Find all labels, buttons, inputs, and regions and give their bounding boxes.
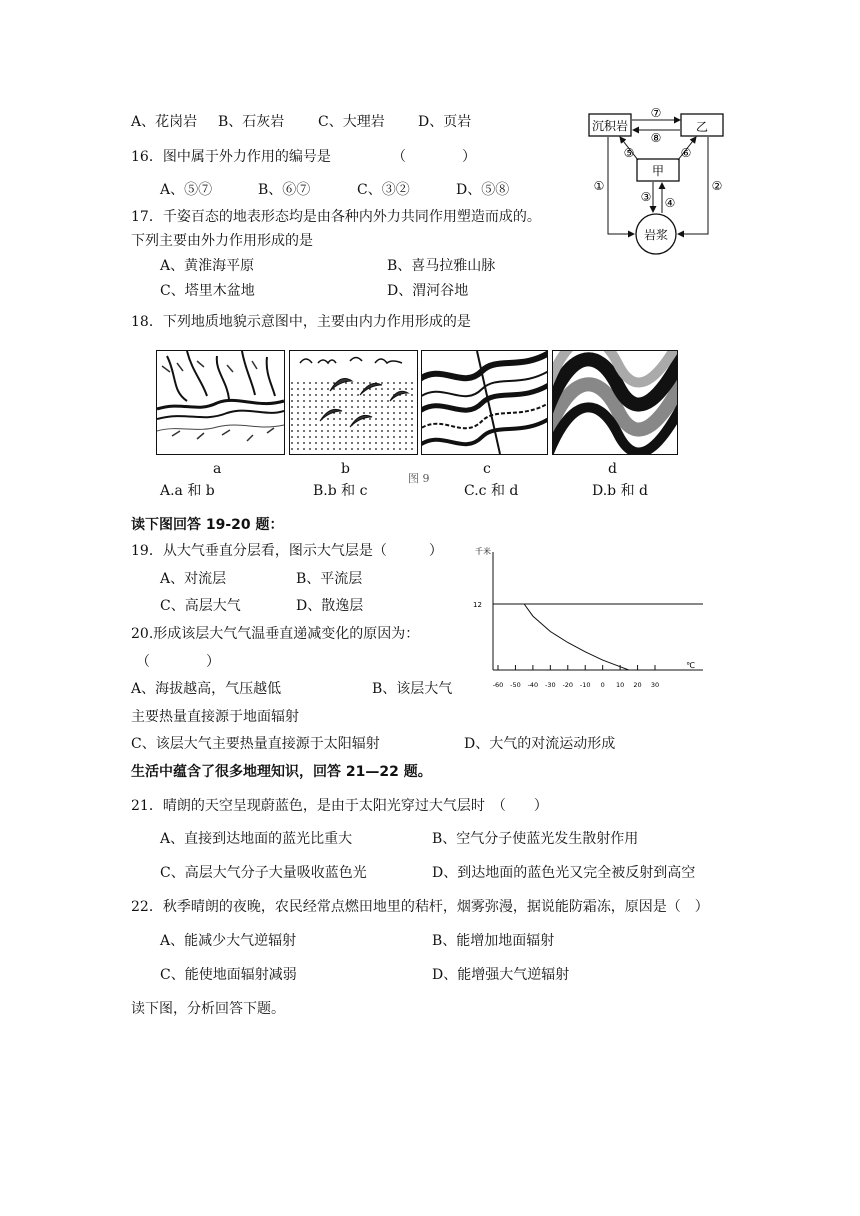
chart-x-tick-label: -60 [492,681,504,689]
chart-x-tick-label: 20 [633,681,642,689]
chart-x-tick-label: 30 [650,681,660,689]
chart-x-tick-label: -10 [579,681,591,689]
q22-option-a: A、能减少大气逆辐射 [160,933,297,949]
q20-option-d: D、大气的对流运动形成 [464,736,616,752]
q17-option-b: B、喜马拉雅山脉 [387,258,496,274]
section-heading-21-22: 生活中蕴含了很多地理知识，回答 21—22 题。 [131,764,432,780]
svg-text:④: ④ [664,196,676,210]
q17-option-c: C、塔里木盆地 [160,283,255,299]
q17-stem-2: 下列主要由外力作用形成的是 [131,233,313,249]
q15-option-d: D、页岩 [418,114,472,130]
svg-text:⑥: ⑥ [680,146,692,160]
chart-x-axis-label: ℃ [686,661,695,670]
q17-stem-1: 17．千姿百态的地表形态均是由各种内外力共同作用塑造而成的。 [131,209,541,225]
chart-x-tick-label: -40 [527,681,539,689]
picture-label-a: a [213,461,222,477]
svg-text:①: ① [593,179,605,193]
q19-stem: 19．从大气垂直分层看，图示大气层是（ ） [131,543,443,559]
q16-option-a: A、⑤⑦ [160,182,213,198]
q16-stem: 16．图中属于外力作用的编号是 [131,149,331,165]
q20-stem: 20.形成该层大气气温垂直递减变化的原因为： [131,626,420,642]
chart-y-tick-label: 12 [473,601,482,609]
q19-option-b: B、平流层 [296,571,363,587]
q18-stem: 18．下列地质地貌示意图中，主要由内力作用形成的是 [131,314,471,330]
q16-option-c: C、③② [357,182,410,198]
chart-x-tick-label: -20 [562,681,574,689]
rock-cycle-diagram [580,100,730,260]
q18-option-d: D.b 和 d [592,483,648,499]
q21-option-b: B、空气分子使蓝光发生散射作用 [432,831,639,847]
q20-option-b-part2: 主要热量直接源于地面辐射 [131,709,299,725]
q20-option-a: A、海拔越高，气压越低 [131,681,282,697]
q21-option-c: C、高层大气分子大量吸收蓝色光 [160,865,367,881]
q20-option-b-part1: B、该层大气 [372,681,453,697]
q16-option-b: B、⑥⑦ [258,182,311,198]
q18-option-c: C.c 和 d [464,483,519,499]
picture-label-c: c [483,461,491,477]
q22-option-d: D、能增强大气逆辐射 [432,967,570,983]
chart-x-tick-label: 10 [615,681,625,689]
landform-picture-c [421,350,548,455]
q17-option-d: D、渭河谷地 [387,283,469,299]
landform-picture-a [156,350,285,455]
magma-label: 岩浆 [643,228,669,242]
q19-option-d: D、散逸层 [296,598,364,614]
landform-picture-d [552,350,678,455]
chart-x-tick-label: -30 [545,681,556,689]
q19-option-c: C、高层大气 [160,598,241,614]
q17-option-a: A、黄淮海平原 [160,258,255,274]
q18-option-b: B.b 和 c [313,483,368,499]
jia-label: 甲 [651,164,665,178]
q22-stem: 22．秋季晴朗的夜晚，农民经常点燃田地里的秸杆，烟雾弥漫，据说能防霜冻，原因是（ ） [131,899,709,915]
figure-label: 图 9 [408,472,430,485]
svg-text:②: ② [711,179,723,193]
q22-option-b: B、能增加地面辐射 [432,933,555,949]
landform-picture-b [289,350,418,455]
q22-option-c: C、能使地面辐射减弱 [160,967,297,983]
chart-series-line [524,604,629,670]
svg-text:⑦: ⑦ [650,106,662,120]
q20-paren: （ ） [136,654,220,670]
chart-y-axis-label: 千米 [475,547,491,556]
svg-text:⑧: ⑧ [650,131,662,145]
q21-option-d: D、到达地面的蓝色光又完全被反射到高空 [432,865,696,881]
picture-label-d: d [608,461,617,477]
chart-x-tick-label: 0 [600,681,605,689]
q15-option-b: B、石灰岩 [218,114,285,130]
svg-text:⑤: ⑤ [623,146,635,160]
q16-option-d: D、⑤⑧ [456,182,510,198]
chart-x-tick-label: -50 [510,681,521,689]
sed-rock-label: 沉积岩 [591,119,629,133]
q15-option-c: C、大理岩 [318,114,385,130]
q21-stem: 21．晴朗的天空呈现蔚蓝色，是由于太阳光穿过大气层时 （ ） [131,798,548,814]
q19-option-a: A、对流层 [160,571,227,587]
q15-option-a: A、花岗岩 [131,114,198,130]
q21-option-a: A、直接到达地面的蓝光比重大 [160,831,353,847]
picture-label-b: b [341,461,350,477]
yi-label: 乙 [695,120,709,134]
section-heading-19-20: 读下图回答 19-20 题： [131,517,284,533]
q20-option-c: C、该层大气主要热量直接源于太阳辐射 [131,736,380,752]
svg-text:③: ③ [640,190,652,204]
temperature-chart [460,540,710,700]
q16-paren: （ ） [392,149,476,165]
read-below-instruction: 读下图，分析回答下题。 [131,1001,285,1017]
q18-option-a: A.a 和 b [160,483,215,499]
